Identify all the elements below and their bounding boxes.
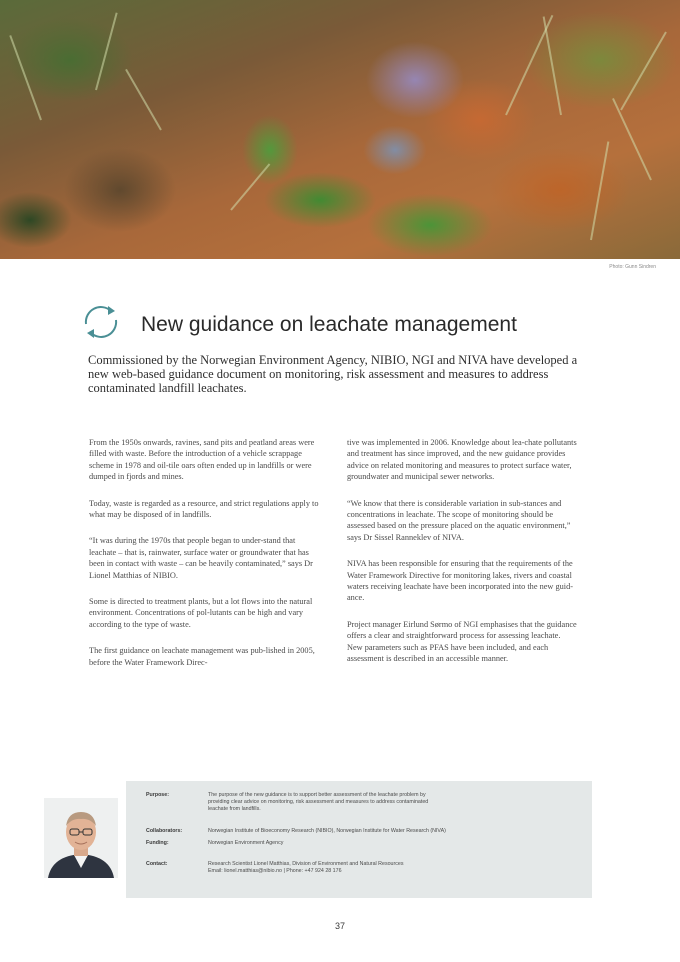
body-paragraph: “We know that there is considerable variation in sub-stances and concentrations in leachate. The scope of monitoring should be assessed based on the pressure placed on the aquatic environment,” says Dr Sissel Ranneklev of NIVA. <box>347 498 571 542</box>
info-line: Norwegian Institute of Bioeconomy Research (NIBIO), Norwegian Institute for Water Research (NIVA) <box>208 828 446 834</box>
body-paragraph: Project manager Eirlund Sørmo of NGI emphasises that the guidance offers a clear and straightforward process for assessing leachate. New parameters such as PFAS have been included, and each assessment is described in an accessible manner. <box>347 619 577 664</box>
body-paragraph: Some is directed to treatment plants, but a lot flows into the natural environment. Concentrations of pol-lutants can be high and vary according to the type of waste. <box>89 597 313 629</box>
right-column <box>347 437 577 680</box>
recycle-arrows-icon <box>78 302 124 342</box>
left-column <box>89 437 319 683</box>
info-label: Purpose: <box>146 792 169 798</box>
body-paragraph: “It was during the 1970s that people began to under-stand that leachate – that is, rainwater, surface water or groundwater that has been in contact with waste – can be heavily contaminated,” says Dr Lionel Matthias of NIBIO. <box>89 536 313 580</box>
info-line: Research Scientist Lionel Matthias, Division of Environment and Natural Resources <box>208 861 404 867</box>
body-paragraph: From the 1950s onwards, ravines, sand pits and peatland areas were filled with waste. Before the introduction of a vehicle scrappage scheme in 1978 and oil-tile oars often ended up in landfills or were dumped in fjords and mines. <box>89 438 315 482</box>
info-label: Contact: <box>146 861 168 867</box>
body-paragraph: The first guidance on leachate management was pub-lished in 2005, before the Water Framework Direc- <box>89 646 315 667</box>
body-paragraph: Today, waste is regarded as a resource, and strict regulations apply to what may be disposed of in landfills. <box>89 498 319 520</box>
info-value <box>208 792 578 813</box>
info-line: The purpose of the new guidance is to support better assessment of the leachate problem by <box>208 792 426 798</box>
contact-portrait <box>44 798 118 878</box>
info-line: Email: lionel.matthias@nibio.no | Phone: +47 924 28 176 <box>208 868 342 874</box>
photo-credit: Photo: Gunn Sindren <box>609 264 656 270</box>
info-line: providing clear advice on monitoring, risk assessment and measures to address contaminated <box>208 799 429 805</box>
page-number: 37 <box>334 921 345 931</box>
info-label: Collaborators: <box>146 828 183 834</box>
hero-photo <box>0 0 680 259</box>
info-label: Funding: <box>146 840 169 846</box>
info-value <box>208 861 578 875</box>
info-line: Norwegian Environment Agency <box>208 840 284 846</box>
lead-paragraph: Commissioned by the Norwegian Environment Agency, NIBIO, NGI and NIVA have developed a new web-based guidance document on monitoring, risk assessment and measures to address contaminated landfill leachates. <box>88 353 578 395</box>
body-paragraph: NIVA has been responsible for ensuring that the requirements of the Water Framework Directive for monitoring lakes, rivers and coastal waters receiving leachate have been incorporated into the new guid-ance. <box>347 559 573 603</box>
info-line: leachate from landfills. <box>208 806 261 812</box>
project-info-box <box>126 781 592 898</box>
page-title: New guidance on leachate management <box>141 313 517 336</box>
info-value <box>208 840 578 847</box>
info-value <box>208 828 578 835</box>
body-paragraph: tive was implemented in 2006. Knowledge about lea-chate pollutants and treatment has since improved, and the new guidance provides advice on related monitoring and measures to protect surface water, groundwater and municipal sewer networks. <box>347 438 577 482</box>
